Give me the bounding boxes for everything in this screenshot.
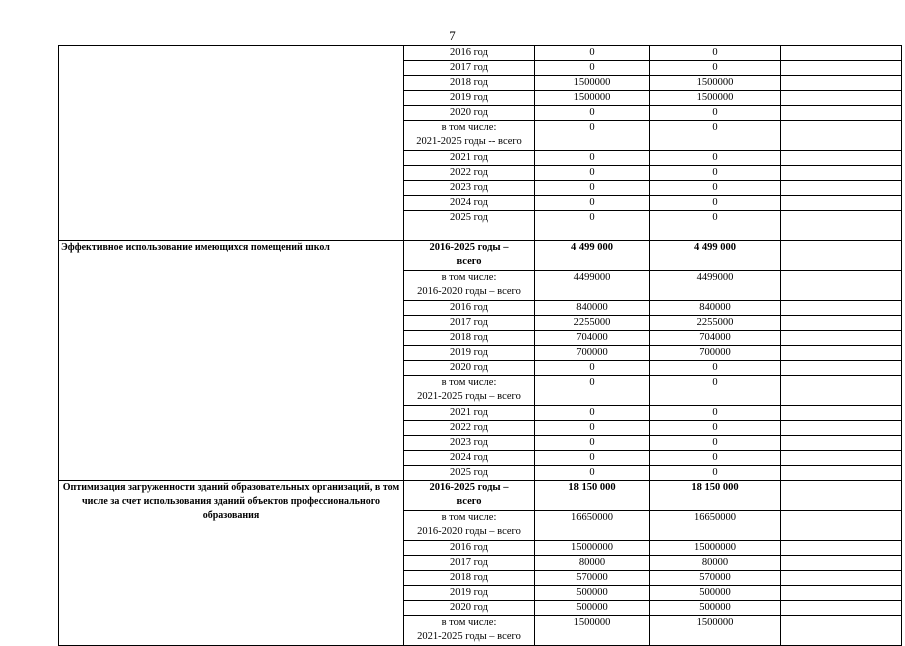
amount-budget-cell: 0 [650, 421, 781, 436]
period-cell [404, 316, 535, 331]
amount-total-cell: 0 [535, 181, 650, 196]
period-line: в том числе: [441, 377, 497, 388]
period-cell [404, 241, 535, 271]
amount-budget-cell: 570000 [650, 571, 781, 586]
amount-total-cell: 4 499 000 [535, 241, 650, 271]
empty-cell [781, 586, 902, 601]
period-line: 2016-2025 годы – [429, 482, 509, 493]
period-line: 2021 год [450, 407, 488, 418]
amount-budget-cell: 4499000 [650, 271, 781, 301]
period-line: 2020 год [450, 362, 488, 373]
period-line: 2025 год [450, 212, 488, 223]
period-cell [404, 211, 535, 241]
period-cell [404, 61, 535, 76]
amount-budget-cell: 1500000 [650, 76, 781, 91]
amount-total-cell: 1500000 [535, 76, 650, 91]
empty-cell [781, 121, 902, 151]
amount-total-cell: 80000 [535, 556, 650, 571]
empty-cell [781, 376, 902, 406]
amount-budget-cell: 500000 [650, 601, 781, 616]
period-cell [404, 346, 535, 361]
amount-budget-cell: 0 [650, 181, 781, 196]
empty-cell [781, 601, 902, 616]
amount-total-cell: 0 [535, 451, 650, 466]
amount-budget-cell: 1500000 [650, 91, 781, 106]
amount-budget-cell: 0 [650, 376, 781, 406]
page-number: 7 [449, 28, 456, 43]
amount-budget-cell: 15000000 [650, 541, 781, 556]
empty-cell [781, 241, 902, 271]
empty-cell [781, 421, 902, 436]
period-cell [404, 91, 535, 106]
period-cell [404, 301, 535, 316]
period-line: 2017 год [450, 62, 488, 73]
amount-total-cell: 704000 [535, 331, 650, 346]
amount-total-cell: 0 [535, 106, 650, 121]
empty-cell [781, 106, 902, 121]
empty-cell [781, 406, 902, 421]
period-line: 2016 год [450, 47, 488, 58]
period-line: всего [456, 256, 482, 267]
activity-name: Эффективное использование имеющихся помещений школ [59, 241, 404, 481]
period-line: 2016-2020 годы – всего [417, 286, 521, 297]
period-line: 2023 год [450, 182, 488, 193]
empty-cell [781, 511, 902, 541]
amount-total-cell: 0 [535, 466, 650, 481]
empty-cell [781, 61, 902, 76]
period-cell [404, 586, 535, 601]
period-cell [404, 331, 535, 346]
empty-cell [781, 541, 902, 556]
period-line: 2025 год [450, 467, 488, 478]
empty-cell [781, 151, 902, 166]
empty-cell [781, 301, 902, 316]
empty-cell [781, 481, 902, 511]
period-cell [404, 106, 535, 121]
amount-budget-cell: 0 [650, 406, 781, 421]
amount-budget-cell: 0 [650, 106, 781, 121]
period-cell [404, 421, 535, 436]
period-line: 2018 год [450, 572, 488, 583]
period-line: в том числе: [441, 617, 497, 628]
amount-budget-cell: 0 [650, 196, 781, 211]
period-cell [404, 556, 535, 571]
period-line: в том числе: [441, 122, 497, 133]
period-line: в том числе: [441, 272, 497, 283]
amount-total-cell: 0 [535, 436, 650, 451]
amount-budget-cell: 840000 [650, 301, 781, 316]
empty-cell [781, 466, 902, 481]
period-cell [404, 76, 535, 91]
amount-total-cell: 2255000 [535, 316, 650, 331]
funding-table-body [59, 46, 902, 646]
empty-cell [781, 271, 902, 301]
amount-budget-cell: 500000 [650, 586, 781, 601]
amount-budget-cell: 0 [650, 166, 781, 181]
period-cell [404, 541, 535, 556]
amount-budget-cell: 1500000 [650, 616, 781, 646]
period-cell [404, 151, 535, 166]
amount-total-cell: 0 [535, 151, 650, 166]
empty-cell [781, 76, 902, 91]
amount-total-cell: 0 [535, 211, 650, 241]
period-cell [404, 601, 535, 616]
amount-budget-cell: 16650000 [650, 511, 781, 541]
period-line: 2020 год [450, 107, 488, 118]
period-line: 2023 год [450, 437, 488, 448]
period-line: 2019 год [450, 347, 488, 358]
empty-cell [781, 331, 902, 346]
period-cell [404, 46, 535, 61]
empty-cell [781, 91, 902, 106]
amount-budget-cell: 0 [650, 121, 781, 151]
period-cell [404, 406, 535, 421]
amount-total-cell: 840000 [535, 301, 650, 316]
amount-budget-cell: 0 [650, 46, 781, 61]
amount-total-cell: 700000 [535, 346, 650, 361]
period-line: в том числе: [441, 512, 497, 523]
empty-cell [781, 211, 902, 241]
empty-cell [781, 196, 902, 211]
amount-total-cell: 0 [535, 46, 650, 61]
period-line: 2017 год [450, 317, 488, 328]
amount-total-cell: 0 [535, 121, 650, 151]
amount-budget-cell: 0 [650, 451, 781, 466]
empty-cell [781, 616, 902, 646]
period-cell [404, 481, 535, 511]
period-cell [404, 466, 535, 481]
activity-name: Оптимизация загруженности зданий образовательных организаций, в том числе за счет использования зданий объектов профессионального образования [59, 481, 404, 646]
period-cell [404, 121, 535, 151]
period-line: 2018 год [450, 77, 488, 88]
amount-budget-cell: 4 499 000 [650, 241, 781, 271]
amount-total-cell: 570000 [535, 571, 650, 586]
amount-total-cell: 18 150 000 [535, 481, 650, 511]
amount-budget-cell: 2255000 [650, 316, 781, 331]
period-cell [404, 166, 535, 181]
funding-table [58, 45, 902, 646]
amount-budget-cell: 0 [650, 466, 781, 481]
amount-total-cell: 0 [535, 421, 650, 436]
empty-cell [781, 166, 902, 181]
amount-total-cell: 0 [535, 166, 650, 181]
amount-total-cell: 1500000 [535, 91, 650, 106]
period-line: 2017 год [450, 557, 488, 568]
period-line: 2021-2025 годы – всего [417, 391, 521, 402]
period-cell [404, 376, 535, 406]
period-line: 2016-2025 годы – [429, 242, 509, 253]
amount-total-cell: 500000 [535, 586, 650, 601]
empty-cell [781, 46, 902, 61]
period-line: 2021 год [450, 152, 488, 163]
period-line: всего [456, 496, 482, 507]
period-cell [404, 196, 535, 211]
empty-cell [781, 181, 902, 196]
period-line: 2024 год [450, 452, 488, 463]
empty-cell [781, 346, 902, 361]
empty-cell [781, 556, 902, 571]
amount-total-cell: 0 [535, 406, 650, 421]
period-line: 2016 год [450, 302, 488, 313]
amount-total-cell: 0 [535, 196, 650, 211]
amount-budget-cell: 0 [650, 436, 781, 451]
period-line: 2022 год [450, 167, 488, 178]
period-line: 2016 год [450, 542, 488, 553]
amount-total-cell: 500000 [535, 601, 650, 616]
amount-budget-cell: 0 [650, 61, 781, 76]
period-line: 2021-2025 годы – всего [417, 631, 521, 642]
amount-budget-cell: 18 150 000 [650, 481, 781, 511]
amount-total-cell: 16650000 [535, 511, 650, 541]
period-cell [404, 616, 535, 646]
amount-budget-cell: 0 [650, 151, 781, 166]
table-row [59, 481, 902, 511]
empty-cell [781, 316, 902, 331]
period-line: 2024 год [450, 197, 488, 208]
period-line: 2016-2020 годы – всего [417, 526, 521, 537]
amount-budget-cell: 0 [650, 361, 781, 376]
amount-total-cell: 0 [535, 361, 650, 376]
period-cell [404, 511, 535, 541]
period-line: 2019 год [450, 92, 488, 103]
period-cell [404, 451, 535, 466]
period-line: 2019 год [450, 587, 488, 598]
period-cell [404, 571, 535, 586]
amount-budget-cell: 704000 [650, 331, 781, 346]
amount-total-cell: 0 [535, 376, 650, 406]
period-line: 2021-2025 годы -- всего [416, 136, 522, 147]
amount-total-cell: 15000000 [535, 541, 650, 556]
amount-total-cell: 1500000 [535, 616, 650, 646]
activity-name [59, 46, 404, 241]
period-line: 2020 год [450, 602, 488, 613]
period-cell [404, 436, 535, 451]
amount-budget-cell: 700000 [650, 346, 781, 361]
empty-cell [781, 436, 902, 451]
table-row [59, 46, 902, 61]
period-cell [404, 271, 535, 301]
amount-total-cell: 4499000 [535, 271, 650, 301]
amount-total-cell: 0 [535, 61, 650, 76]
period-cell [404, 181, 535, 196]
empty-cell [781, 451, 902, 466]
period-cell [404, 361, 535, 376]
amount-budget-cell: 80000 [650, 556, 781, 571]
period-line: 2022 год [450, 422, 488, 433]
period-line: 2018 год [450, 332, 488, 343]
empty-cell [781, 361, 902, 376]
table-row [59, 241, 902, 271]
empty-cell [781, 571, 902, 586]
amount-budget-cell: 0 [650, 211, 781, 241]
